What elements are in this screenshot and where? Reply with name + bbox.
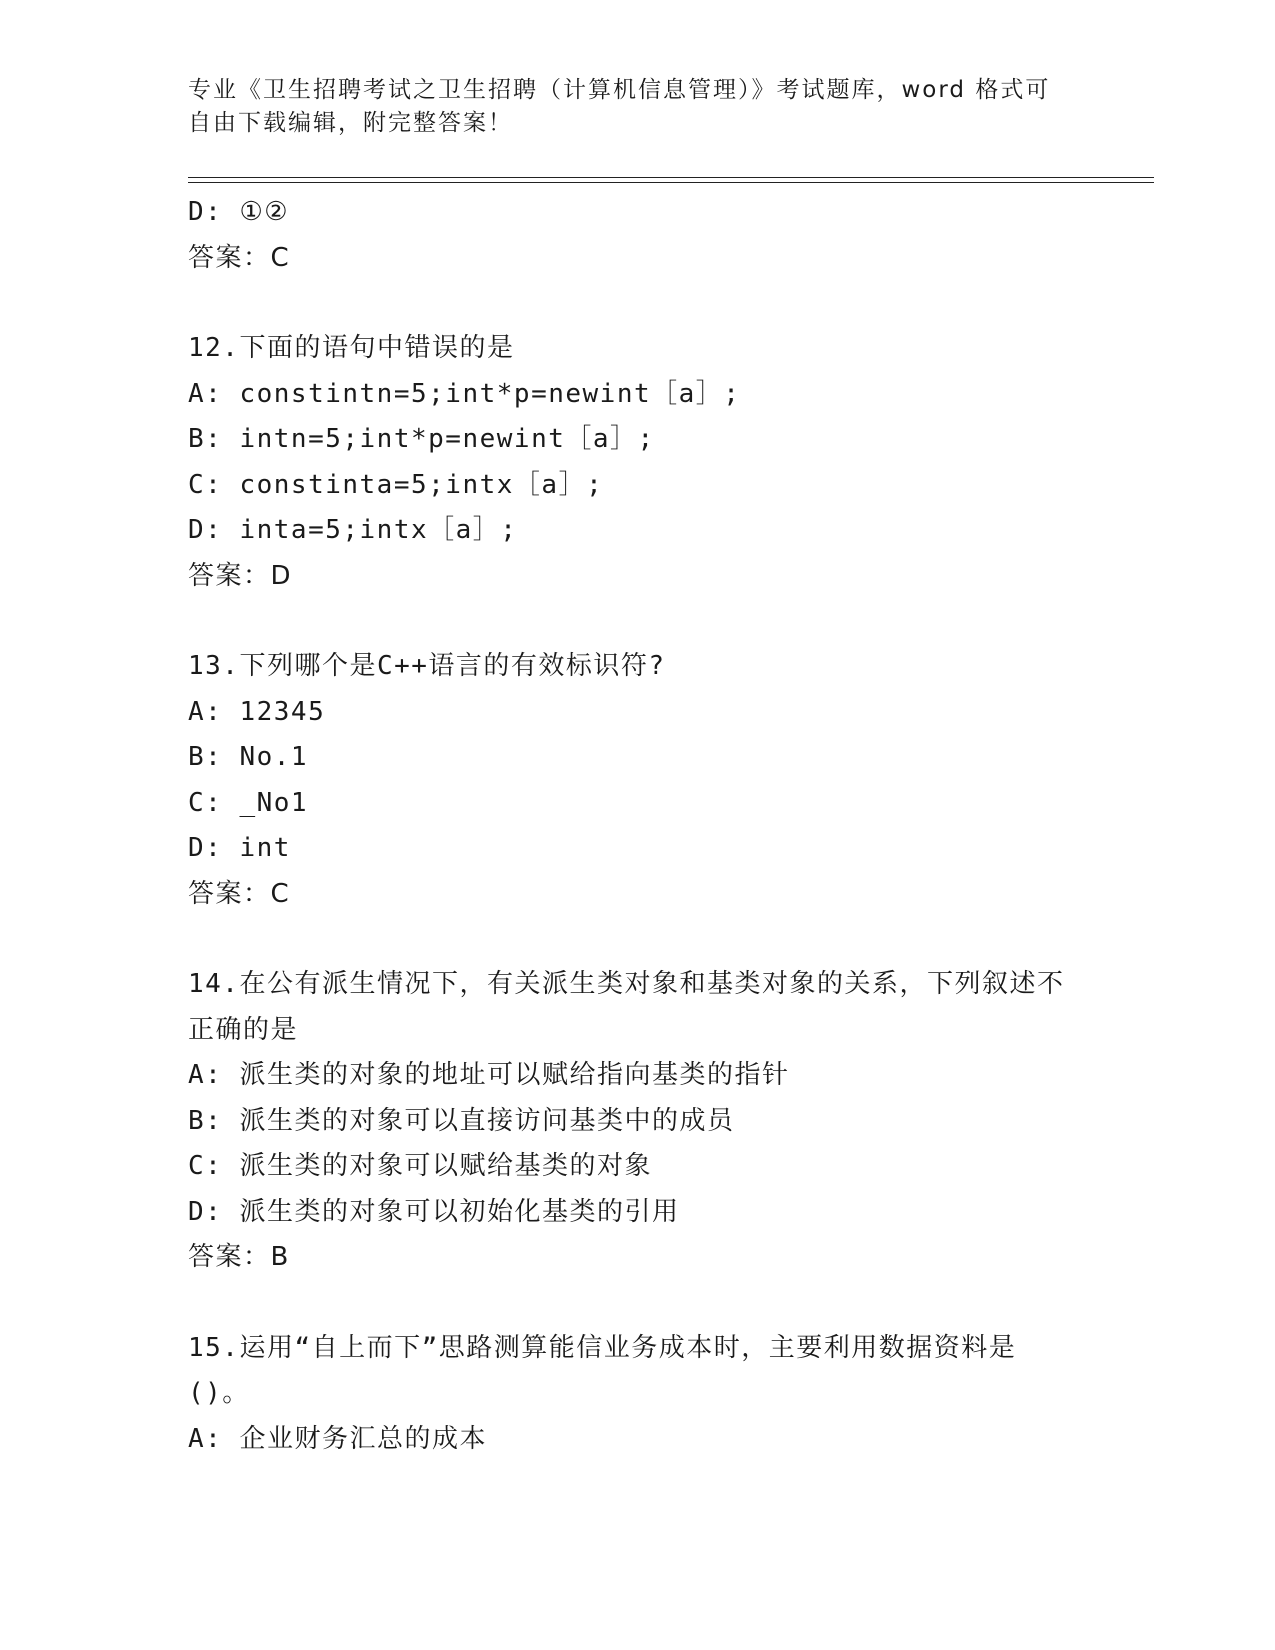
header-text: 专业《卫生招聘考试之卫生招聘（计算机信息管理）》考试题库，word 格式可自由下载编辑，附完整答案！	[188, 77, 1051, 136]
question-stem: 12.下面的语句中错误的是	[188, 333, 515, 363]
option-d: D: 派生类的对象可以初始化基类的引用	[188, 1196, 680, 1227]
option-c: C: constinta=5;intx［a］;	[188, 469, 604, 500]
header-divider-bottom	[188, 182, 1154, 183]
option-a: A: 12345	[188, 696, 326, 727]
answer: 答案：D	[188, 560, 293, 591]
question-stem: 15.运用“自上而下”思路测算能信业务成本时，主要利用数据资料是()。	[188, 1332, 1017, 1408]
header-divider-top	[188, 177, 1154, 178]
option-a: A: 派生类的对象的地址可以赋给指向基类的指针	[188, 1060, 790, 1090]
question-stem: 14.在公有派生情况下，有关派生类对象和基类对象的关系，下列叙述不正确的是	[188, 969, 1065, 1045]
question-15	[188, 1326, 1068, 1463]
option-b: B: intn=5;int*p=newint［a］;	[188, 424, 655, 454]
document-header	[188, 74, 1068, 140]
option-a: A: constintn=5;int*p=newint［a］;	[188, 378, 741, 409]
option-c: C: _No1	[188, 787, 309, 818]
question-stem: 13.下列哪个是C++语言的有效标识符?	[188, 651, 666, 681]
option-c: C: 派生类的对象可以赋给基类的对象	[188, 1151, 652, 1181]
question-13	[188, 644, 1068, 917]
option-d: D: int	[188, 833, 291, 863]
answer: 答案：C	[188, 878, 291, 909]
option-d: D: ①②	[188, 197, 290, 227]
question-11-tail	[188, 190, 1068, 281]
answer: 答案：B	[188, 1242, 290, 1272]
question-14	[188, 962, 1068, 1281]
option-b: B: No.1	[188, 742, 309, 772]
answer: 答案：C	[188, 242, 291, 273]
question-12	[188, 326, 1068, 599]
option-b: B: 派生类的对象可以直接访问基类中的成员	[188, 1105, 735, 1136]
document-body	[188, 190, 1068, 1462]
option-a: A: 企业财务汇总的成本	[188, 1423, 487, 1454]
option-d: D: inta=5;intx［a］;	[188, 515, 518, 545]
